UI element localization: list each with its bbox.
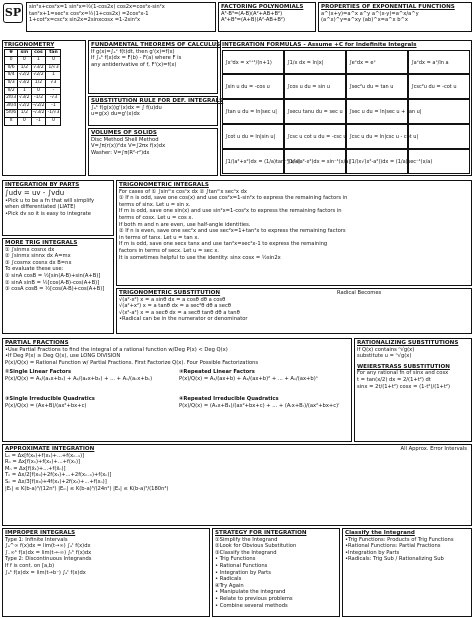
table-cell: -√3/2: [31, 110, 46, 118]
pf-case-3-formula: P(x)/Q(x) = (Ax+B)/(ax²+bx+c): [5, 402, 87, 409]
table-cell: 3π/4: [5, 102, 18, 110]
approx-box: [2, 444, 472, 526]
table-cell: √3/2: [31, 64, 46, 72]
text-line: ② If n is even, save one sec²x and use sec²x=1+tan²x to express the remaining factors: [119, 228, 346, 235]
formula-cell: ∫eˣdx = eˣ: [346, 50, 408, 75]
factoring-line: A³+B³=(A+B)(A²-AB+B²): [221, 17, 285, 24]
by-parts-note: •Pick u to be a fn that will simplify: [5, 197, 95, 204]
improper-title: IMPROPER INTEGRALS: [5, 530, 76, 536]
formula-cell: ∫csc u du = ln|csc u - cot u|: [346, 124, 408, 149]
formula-cell: ∫secu tanu du = sec u: [284, 99, 346, 124]
partial-fractions-desc: •Use Partial Fractions to find the integral of a rational function w/Deg P(x) < Deg Q(x): [5, 346, 228, 353]
text-line: • Combine several methods: [215, 602, 288, 609]
rationalizing-line: substitute u = ⁿ√g(x): [357, 353, 412, 360]
text-line: If m is odd, save one sin(x) and use sin²x=1-cos²x to express the remaining factors in: [119, 208, 342, 215]
text-line: Rₙ = Δx[f(x₁)+f(x₂)+...+f(xₙ)]: [5, 459, 81, 466]
text-line: • Relate to previous problems: [215, 595, 293, 602]
by-parts-note: •Pick dv so it is easy to integrate: [5, 210, 91, 217]
text-line: ③ cosA cosB = ½[cos(A-B)+cos(A+B)]: [5, 286, 105, 293]
partial-fractions-box: [2, 338, 352, 442]
table-cell: -1/√3: [46, 110, 61, 118]
table-row: [5, 117, 61, 125]
trig-sub-line: √(a²-x²) x = a sinθ dx = a cosθ dθ a cosθ: [119, 296, 226, 303]
text-line: •Trig Functions: Products of Trig Functions: [345, 536, 454, 543]
volumes-box: [88, 128, 218, 176]
text-line: ②Look for Obvious Substitution: [215, 543, 297, 550]
more-trig-box: [2, 238, 114, 334]
pf-case-1: ①Single Linear Factors: [5, 369, 72, 375]
formula-cell: ∫sin u du = -cos u: [222, 74, 284, 99]
table-cell: -1: [46, 102, 61, 110]
table-cell: 2π/3: [5, 95, 18, 103]
classify-box: [342, 528, 472, 617]
formula-cell: [408, 149, 470, 174]
table-cell: -√3: [46, 95, 61, 103]
table-cell: 0: [5, 57, 18, 65]
text-line: ③Classify the Integrand: [215, 549, 277, 556]
ftc-line: any antiderivative of f, F'(x)=f(x): [91, 61, 177, 68]
trig-integrals-title: TRIGONOMETRIC INTEGRALS: [119, 182, 209, 188]
text-line: ② sinA sinB = ½[cos(A-B)-cos(A+B)]: [5, 279, 100, 286]
table-cell: √3/2: [18, 79, 31, 87]
table-cell: π/4: [5, 72, 18, 80]
ftc-line: If g(x)=∫ₐˣ f(t)dt, then g'(x)=f(x): [91, 48, 175, 55]
table-row: [5, 79, 61, 87]
text-line: |Eₜ| ≤ K(b-a)³/(12n²) |Eₘ| ≤ K(b-a)³/(24n²) |Eₛ| ≤ K(b-a)⁵/(180n⁴): [5, 485, 169, 492]
formula-cell: ∫1/√(a²-x²)dx = sin⁻¹(x/a): [284, 149, 346, 174]
partial-fractions-desc: •If Deg P(x) ≥ Deg Q(x), use LONG DIVISION: [5, 353, 121, 360]
table-cell: √3/2: [18, 95, 31, 103]
formula-cell: ∫cot u du = ln|sin u|: [222, 124, 284, 149]
table-cell: √3: [46, 79, 61, 87]
substitution-title: SUBSTITUTION RULE FOR DEF. INTEGRALS: [91, 98, 224, 104]
substitution-box: [88, 96, 224, 126]
table-cell: 1/2: [18, 110, 31, 118]
table-cell: 5π/6: [5, 110, 18, 118]
volumes-title: VOLUMES OF SOLIDS: [91, 130, 157, 136]
volumes-line: V=∫π(r(x))²dx V=∫2πx f(x)dx: [91, 143, 166, 150]
text-line: • Manipulate the integrand: [215, 589, 286, 596]
trig-table-title: TRIGONOMETRY: [4, 42, 55, 48]
text-line: Sₙ = Δx/3[f(x₀)+4f(x₁)+2f(x₂)+...+f(xₙ)]: [5, 478, 107, 485]
formula-cell: ∫1/(x√(x²-a²))dx = (1/a)sec⁻¹(x/a): [346, 149, 408, 174]
pf-case-2: ②Repeated Linear Factors: [179, 369, 255, 375]
table-row: [5, 102, 61, 110]
table-row: [5, 64, 61, 72]
trig-table: [4, 49, 61, 126]
text-line: ② ∫sinmx sinnx dx A=mx: [5, 253, 71, 260]
table-cell: -√2/2: [31, 102, 46, 110]
text-line: terms of cosx. Let u = cos x.: [119, 214, 194, 221]
text-line: ④Try Again: [215, 582, 244, 589]
integration-formulas-grid: [222, 50, 470, 174]
approx-lines: [5, 453, 469, 493]
table-cell: 1: [46, 72, 61, 80]
text-line: Lₙ = Δx[f(x₀)+f(x₁)+...+f(xₙ₋₁)]: [5, 452, 85, 459]
text-line: ①Simplify the Integrand: [215, 536, 278, 543]
by-parts-box: [2, 180, 114, 236]
trig-sub-title: TRIGONOMETRIC SUBSTITUTION: [119, 290, 221, 296]
logo: SP: [3, 3, 23, 23]
table-row: [5, 72, 61, 80]
ftc-box: [88, 40, 221, 94]
table-cell: -1/2: [31, 95, 46, 103]
rationalizing-title: RATIONALIZING SUBSTITUTIONS: [357, 340, 459, 346]
identity-line: tan²x+1=sec²x cos²x=½(1+cos2x) =2cos²x-1: [29, 10, 149, 17]
substitution-line: u=g(x) du=g'(x)dx: [91, 111, 140, 118]
formula-cell: ∫cos u du = sin u: [284, 74, 346, 99]
approx-title: APPROXIMATE INTEGRATION: [5, 446, 95, 452]
table-cell: √2/2: [31, 72, 46, 80]
more-trig-lines: [5, 247, 111, 293]
table-cell: 0: [31, 87, 46, 95]
table-cell: 1: [31, 57, 46, 65]
weierstrass-line: sinx = 2t/(1+t²) cosx = (1-t²)/(1+t²): [357, 383, 451, 390]
table-row: [5, 57, 61, 65]
text-line: terms of sinx. Let u = sin x.: [119, 201, 191, 208]
text-line: To evaluate these use:: [5, 266, 64, 273]
volumes-line: Disc Method Shell Method: [91, 136, 159, 143]
identity-line: sin²x+cos²x=1 sin²x=½(1-cos2x) cos2x=cos²x-sin²x: [29, 4, 165, 10]
improper-box: [2, 528, 210, 617]
formula-cell: ∫1/x dx = ln|x|: [284, 50, 346, 75]
volumes-line: Washer: V=∫π(R²-r²)dx: [91, 149, 150, 156]
pf-case-1-formula: P(x)/Q(x) = A₁/(a₁x+b₁) + A₂/(a₂x+b₂) + ... + Aₙ/(aₙx+bₙ): [5, 375, 153, 382]
integration-formulas-box: [220, 40, 472, 176]
table-cell: π/6: [5, 64, 18, 72]
text-line: ① ∫sinmx cosnx dx: [5, 246, 55, 253]
ftc-line: If ∫ₐᵇ f(x)dx = F(b) - F(a) where F is: [91, 55, 182, 62]
text-line: If f is cont. on [a,b): [5, 562, 55, 569]
trig-sub-note: •Radical can be in the numerator or denominator: [119, 316, 248, 323]
weierstrass-line: For any rational fn of sinx and cosx: [357, 370, 449, 377]
pf-case-4-formula: P(x)/Q(x) = (A₁x+B₁)/(ax²+bx+c) + ... + (Aᵣx+Bᵣ)/(ax²+bx+c)ʳ: [179, 402, 340, 409]
text-line: • Radicals: [215, 576, 242, 583]
text-line: factors in terms of secx. Let u = sec x.: [119, 247, 220, 254]
exponential-box: [318, 2, 472, 32]
formula-cell: ∫csc²u du = -cot u: [408, 74, 470, 99]
text-line: ① sinA cosB = ½[sin(A-B)+sin(A+B)]: [5, 272, 101, 279]
weierstrass-line: t = tan(x/2) dx = 2/(1+t²) dt: [357, 376, 431, 383]
strategy-box: [212, 528, 340, 617]
table-cell: 0: [18, 57, 31, 65]
trig-table-header: θ: [5, 49, 18, 57]
formula-cell: ∫csc u cot u du = -csc u: [284, 124, 346, 149]
substitution-line: ∫ₐᵇ f(g(x))g'(x)dx = ∫ f(u)du: [91, 104, 162, 111]
text-line: ① If n is odd, save one cos(x) and use cos²x=1-sin²x to express the remaining factors in: [119, 195, 348, 202]
table-cell: π/3: [5, 79, 18, 87]
exponential-line: a^(x+y)=a^x a^y a^(x-y)=a^x/a^y: [321, 10, 419, 17]
table-row: [5, 95, 61, 103]
formula-cell: ∫sec u du = ln|sec u + tan u|: [346, 99, 408, 124]
formula-cell: [408, 99, 470, 124]
pf-case-4: ④Repeated Irreducible Quadratics: [179, 396, 279, 403]
text-line: ∫ₐᵇ f(x)dx = lim(t→b⁻) ∫ₐᵗ f(x)dx: [5, 569, 86, 576]
text-line: • Trig Functions: [215, 556, 256, 563]
table-row: [5, 110, 61, 118]
rationalizing-box: [354, 338, 472, 442]
table-cell: -: [46, 87, 61, 95]
table-cell: 1/2: [31, 79, 46, 87]
ftc-title: FUNDAMENTAL THEOREMS OF CALCULUS: [91, 42, 221, 48]
pf-case-2-formula: P(x)/Q(x) = A₁/(ax+b) + A₂/(ax+b)² + ... + Aₙ/(ax+b)ⁿ: [179, 375, 318, 382]
exponential-title: PROPERTIES OF EXPONENTIAL FUNCTIONS: [321, 4, 455, 10]
text-line: •Integration by Parts: [345, 549, 400, 556]
table-cell: 1: [18, 87, 31, 95]
text-line: in terms of tanx. Let u = tan x.: [119, 234, 200, 241]
table-cell: √2/2: [18, 102, 31, 110]
formula-cell: ∫tan u du = ln|sec u|: [222, 99, 284, 124]
text-line: •Rational Functions: Partial Fractions: [345, 543, 441, 550]
formula-cell: [408, 124, 470, 149]
text-line: ∫ₐ^∞ f(x)dx = lim(t→∞) ∫ₐᵗ f(x)dx: [5, 543, 91, 550]
pf-case-right: [179, 369, 349, 409]
text-line: If m is odd, save one secx tanx and use tan²x=sec²x-1 to express the remaining: [119, 241, 328, 248]
trig-integrals-box: [116, 180, 472, 286]
formula-cell: ∫1/(a²+x²)dx = (1/a)tan⁻¹(x/a): [222, 149, 284, 174]
classify-lines: [345, 537, 469, 563]
text-line: •Radicals: Trig Sub / Rationalizing Sub: [345, 556, 444, 563]
table-cell: 0: [18, 117, 31, 125]
formula-cell: ∫xⁿdx = xⁿ⁺¹/(n+1): [222, 50, 284, 75]
pf-case-3: ③Single Irreducible Quadratics: [5, 396, 95, 403]
table-cell: -1: [31, 117, 46, 125]
partial-fractions-desc: P(x)/Q(x) = Rational Function w/ Partial Fractions. First Factorize Q(x). Four Possible Factorizations: [5, 359, 259, 366]
strategy-title: STRATEGY FOR INTEGRATION: [215, 530, 307, 536]
trig-table-header: sin: [18, 49, 31, 57]
classify-title: Classify the Integrand: [345, 530, 415, 536]
trig-sub-radical-header: Radical Becomes: [337, 290, 382, 296]
trig-integrals-cases: For cases of ① ∫sinᵐx cosⁿx dx ② ∫tanᵐx secⁿx dx: [119, 188, 247, 195]
weierstrass-title: WEIERSTRASS SUBSTITUTION: [357, 363, 450, 370]
text-line: If both m and n are even, use half-angle identities.: [119, 221, 251, 228]
identity-line: 1+cot²x=csc²x sin2x=2sinxcosx =1-2sin²x: [29, 17, 141, 24]
table-cell: π: [5, 117, 18, 125]
by-parts-title: INTEGRATION BY PARTS: [5, 182, 80, 188]
trig-sub-box: [116, 288, 472, 334]
text-line: ∫₋∞ᵇ f(x)dx = lim(t→-∞) ∫ₜᵇ f(x)dx: [5, 549, 92, 556]
table-cell: 1/√3: [46, 64, 61, 72]
rationalizing-line: If Q(x) contains ⁿ√g(x): [357, 346, 415, 353]
table-cell: π/2: [5, 87, 18, 95]
text-line: Mₙ = Δx[f(x̄₁)+...+f(x̄ₙ)]: [5, 465, 66, 472]
text-line: It is sometimes helpful to use the identity: sinx cosx = ½sin2x: [119, 254, 281, 261]
factoring-title: FACTORING POLYNOMIALS: [221, 4, 304, 10]
improper-lines: [5, 537, 207, 577]
table-cell: 0: [46, 57, 61, 65]
factoring-box: [218, 2, 316, 32]
by-parts-formula: ∫udv = uv - ∫vdu: [5, 188, 65, 197]
by-parts-note: when differentiated (LIATE): [5, 204, 76, 211]
trig-sub-line: √(x²-a²) x = a secθ dx = a secθ tanθ dθ a tanθ: [119, 309, 240, 316]
approx-note: All Approx. Error Intervals: [400, 446, 467, 452]
partial-fractions-title: PARTIAL FRACTIONS: [5, 340, 69, 346]
text-line: ③ ∫cosmx cosnx dx B=nx: [5, 259, 72, 266]
trig-table-box: [2, 40, 86, 176]
exponential-line: (a^x)^y=a^xy (ab)^x=a^x b^x: [321, 17, 408, 24]
text-line: Type 2: Discontinuous Integrands: [5, 556, 92, 563]
formula-cell: ∫aˣdx = aˣ/ln a: [408, 50, 470, 75]
trig-integrals-lines: [119, 195, 469, 261]
strategy-lines: [215, 537, 337, 610]
table-cell: 0: [46, 117, 61, 125]
trig-identities-box: [26, 2, 216, 32]
formula-cell: ∫sec²u du = tan u: [346, 74, 408, 99]
text-line: Type 1: Infinite Intervals: [5, 536, 68, 543]
more-trig-title: MORE TRIG INTEGRALS: [5, 240, 78, 246]
text-line: Tₙ = Δx/2[f(x₀)+2f(x₁)+...+2f(xₙ₋₁)+f(xₙ)]: [5, 472, 112, 479]
pf-case-left: [5, 369, 175, 409]
integration-formulas-title: INTEGRATION FORMULAS - Assume +C for Indefinite Integrals: [222, 42, 417, 48]
table-cell: 1/2: [18, 64, 31, 72]
table-cell: √2/2: [18, 72, 31, 80]
trig-table-header: tan: [46, 49, 61, 57]
table-row: [5, 87, 61, 95]
factoring-line: A³-B³=(A-B)(A²+AB+B²): [221, 10, 283, 17]
text-line: • Integration by Parts: [215, 569, 271, 576]
trig-table-header: cos: [31, 49, 46, 57]
trig-sub-line: √(a²+x²) x = a tanθ dx = a sec²θ dθ a secθ: [119, 303, 231, 310]
text-line: • Rational Functions: [215, 562, 268, 569]
